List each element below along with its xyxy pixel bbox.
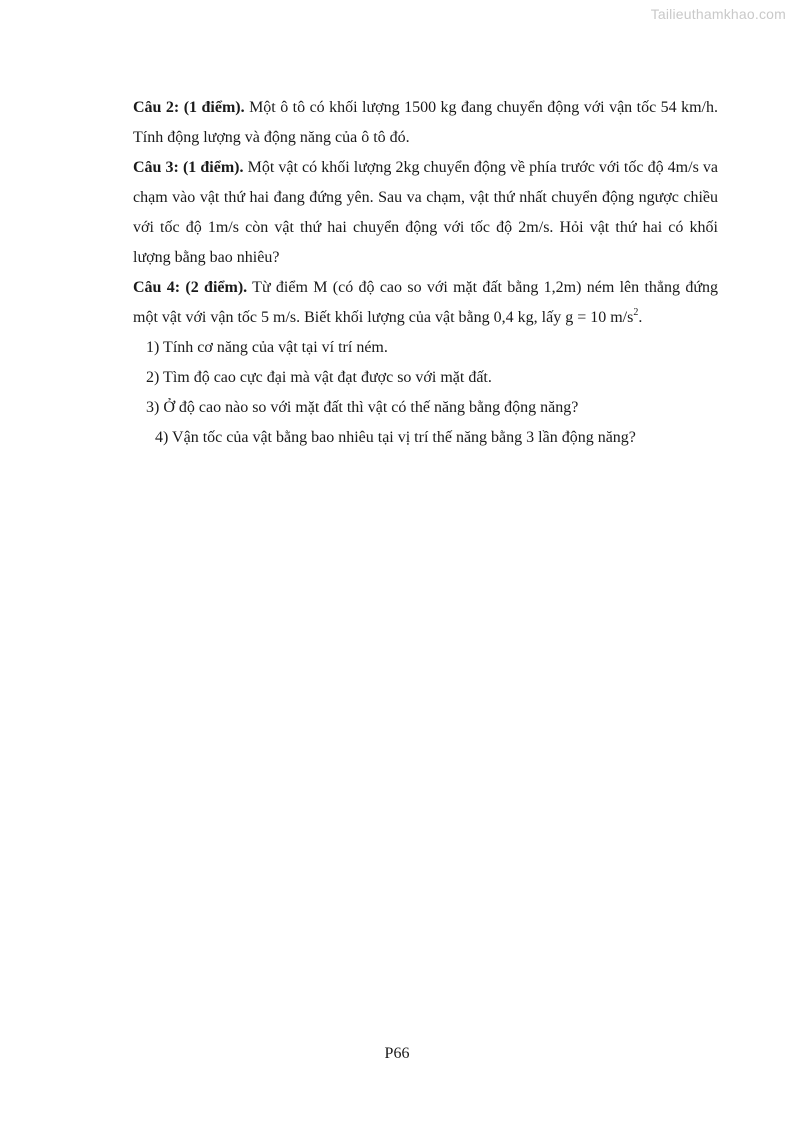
page-number: P66 (384, 1045, 410, 1062)
question-3-text: Một vật có khối lượng 2kg chuyển động về phía trước với tốc độ 4m/s va chạm vào vật thứ hai đang đứng yên. Sau va chạm, vật thứ nhất chuyển động ngược chiều với tốc độ 1m/s còn vật thứ hai chuyển động với tốc độ 2m/s. Hỏi vật thứ hai có khối lượng bằng bao nhiêu? (133, 159, 718, 266)
question-4-label: Câu 4: (2 điểm). (133, 279, 248, 296)
question-4-sub-item-4: 4) Vận tốc của vật bằng bao nhiêu tại vị trí thế năng bằng 3 lần động năng? (155, 429, 636, 446)
question-3-label: Câu 3: (1 điểm). (133, 159, 244, 176)
document-body (133, 93, 718, 453)
question-4-sub-item-3: 3) Ở độ cao nào so với mặt đất thì vật có thế năng bằng động năng? (146, 399, 579, 416)
question-2-label: Câu 2: (1 điểm). (133, 99, 245, 116)
question-2 (133, 93, 718, 153)
question-4-superscript: 2 (633, 307, 639, 318)
question-4-sub-item-2: 2) Tìm độ cao cực đại mà vật đạt được so với mặt đất. (146, 369, 492, 386)
watermark: Tailieuthamkhao.com (650, 6, 786, 22)
question-4-text: Từ điểm M (có độ cao so với mặt đất bằng 1,2m) ném lên thẳng đứng một vật với vận tốc 5 m/s. Biết khối lượng của vật bằng 0,4 kg, lấy g = 10 m/s (133, 279, 718, 326)
question-3 (133, 153, 718, 273)
question-4-text-end: . (638, 309, 643, 326)
question-4 (133, 273, 718, 333)
question-4-sub-item-1: 1) Tính cơ năng của vật tại ví trí ném. (146, 339, 388, 356)
question-2-text: Một ô tô có khối lượng 1500 kg đang chuyển động với vận tốc 54 km/h. Tính động lượng và động năng của ô tô đó. (133, 99, 718, 146)
